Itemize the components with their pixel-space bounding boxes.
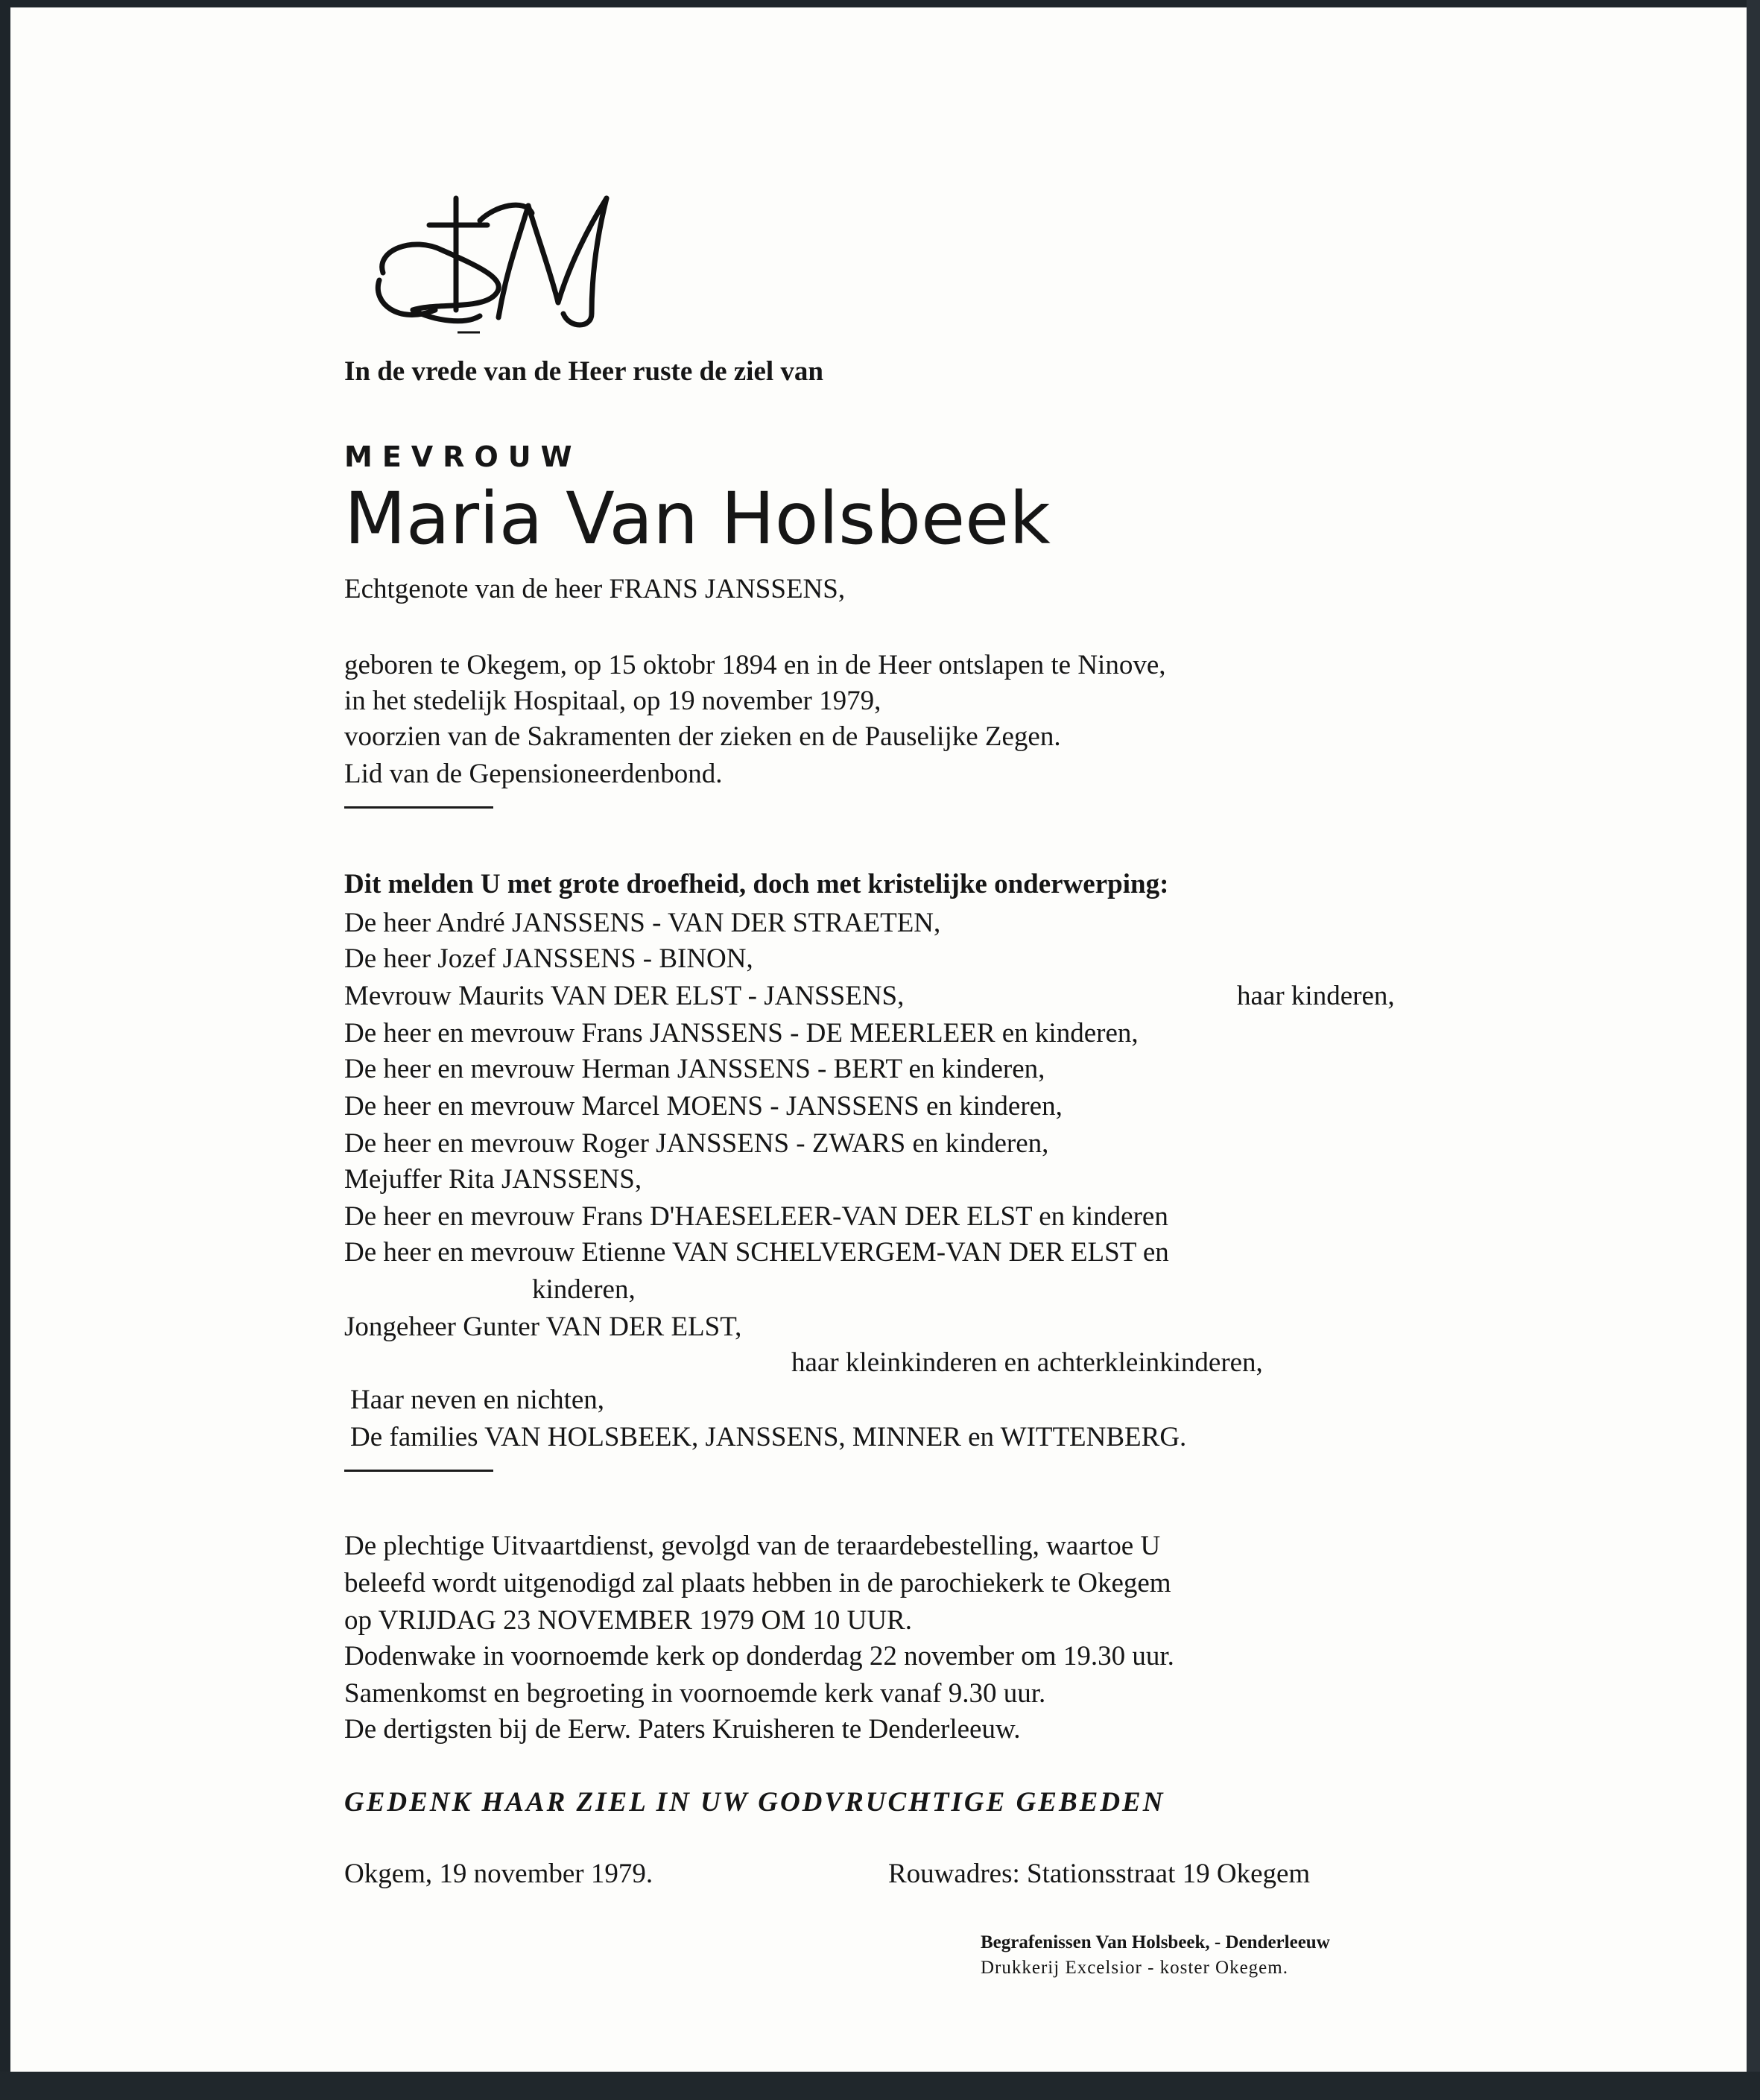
family-line: De heer Jozef JANSSENS - BINON, xyxy=(344,943,753,974)
bio-line: geboren te Okegem, op 15 oktobr 1894 en in de Heer ontslapen te Ninove, xyxy=(344,650,1166,680)
cross-monogram-logo xyxy=(368,183,621,340)
scan-edge-bottom xyxy=(0,2072,1760,2100)
mourning-address: Rouwadres: Stationsstraat 19 Okegem xyxy=(888,1859,1311,1889)
divider xyxy=(344,1470,493,1472)
printer-line: Drukkerij Excelsior - koster Okegem. xyxy=(981,1958,1288,1978)
service-line: Dodenwake in voornoemde kerk op donderdag 22 november om 19.30 uur. xyxy=(344,1641,1174,1672)
service-line: beleefd wordt uitgenodigd zal plaats hebben in de parochiekerk te Okegem xyxy=(344,1568,1171,1598)
family-line: De heer en mevrouw Frans JANSSENS - DE MEERLEER en kinderen, xyxy=(344,1018,1139,1049)
family-line: De heer en mevrouw Etienne VAN SCHELVERGEM-VAN DER ELST en xyxy=(344,1237,1169,1268)
printer-line: Begrafenissen Van Holsbeek, - Denderleeuw xyxy=(981,1932,1330,1952)
family-line: Mejuffer Rita JANSSENS, xyxy=(344,1164,642,1195)
family-line: De families VAN HOLSBEEK, JANSSENS, MINNER en WITTENBERG. xyxy=(350,1422,1187,1452)
death-notice-card xyxy=(10,7,1748,2072)
family-line: Haar neven en nichten, xyxy=(350,1385,605,1415)
family-line: De heer en mevrouw Herman JANSSENS - BERT en kinderen, xyxy=(344,1054,1045,1084)
family-line: Mevrouw Maurits VAN DER ELST - JANSSENS, xyxy=(344,981,905,1011)
bio-line: in het stedelijk Hospitaal, op 19 november 1979, xyxy=(344,686,881,716)
children-label: haar kinderen, xyxy=(1237,981,1395,1011)
family-line: De heer André JANSSENS - VAN DER STRAETEN, xyxy=(344,908,941,938)
title-prefix: MEVROUW xyxy=(344,440,582,473)
service-line: Samenkomst en begroeting in voornoemde kerk vanaf 9.30 uur. xyxy=(344,1678,1046,1709)
family-line: De heer en mevrouw Frans D'HAESELEER-VAN DER ELST en kinderen xyxy=(344,1201,1168,1232)
family-line: De heer en mevrouw Marcel MOENS - JANSSENS en kinderen, xyxy=(344,1091,1063,1122)
scan-edge-right xyxy=(1747,0,1760,2100)
service-line: op VRIJDAG 23 NOVEMBER 1979 OM 10 UUR. xyxy=(344,1605,912,1636)
prayer-line: GEDENK HAAR ZIEL IN UW GODVRUCHTIGE GEBEDEN xyxy=(344,1787,1165,1818)
announce-line: Dit melden U met grote droefheid, doch met kristelijke onderwerping: xyxy=(344,869,1169,899)
family-line: haar kleinkinderen en achterkleinkinderen, xyxy=(791,1347,1263,1378)
place-date: Okgem, 19 november 1979. xyxy=(344,1859,653,1889)
bio-line: Lid van de Gepensioneerdenbond. xyxy=(344,759,723,789)
service-line: De dertigsten bij de Eerw. Paters Kruisheren te Denderleeuw. xyxy=(344,1714,1021,1745)
service-line: De plechtige Uitvaartdienst, gevolgd van de teraardebestelling, waartoe U xyxy=(344,1531,1161,1561)
family-line: kinderen, xyxy=(532,1274,636,1305)
spouse-line: Echtgenote van de heer FRANS JANSSENS, xyxy=(344,574,846,604)
family-line: De heer en mevrouw Roger JANSSENS - ZWARS en kinderen, xyxy=(344,1128,1049,1159)
bio-line: voorzien van de Sakramenten der zieken en de Pauselijke Zegen. xyxy=(344,721,1061,752)
deceased-name: Maria Van Holsbeek xyxy=(344,477,1051,560)
intro-line: In de vrede van de Heer ruste de ziel van xyxy=(344,356,823,387)
family-line: Jongeheer Gunter VAN DER ELST, xyxy=(344,1312,742,1342)
divider xyxy=(344,806,493,809)
